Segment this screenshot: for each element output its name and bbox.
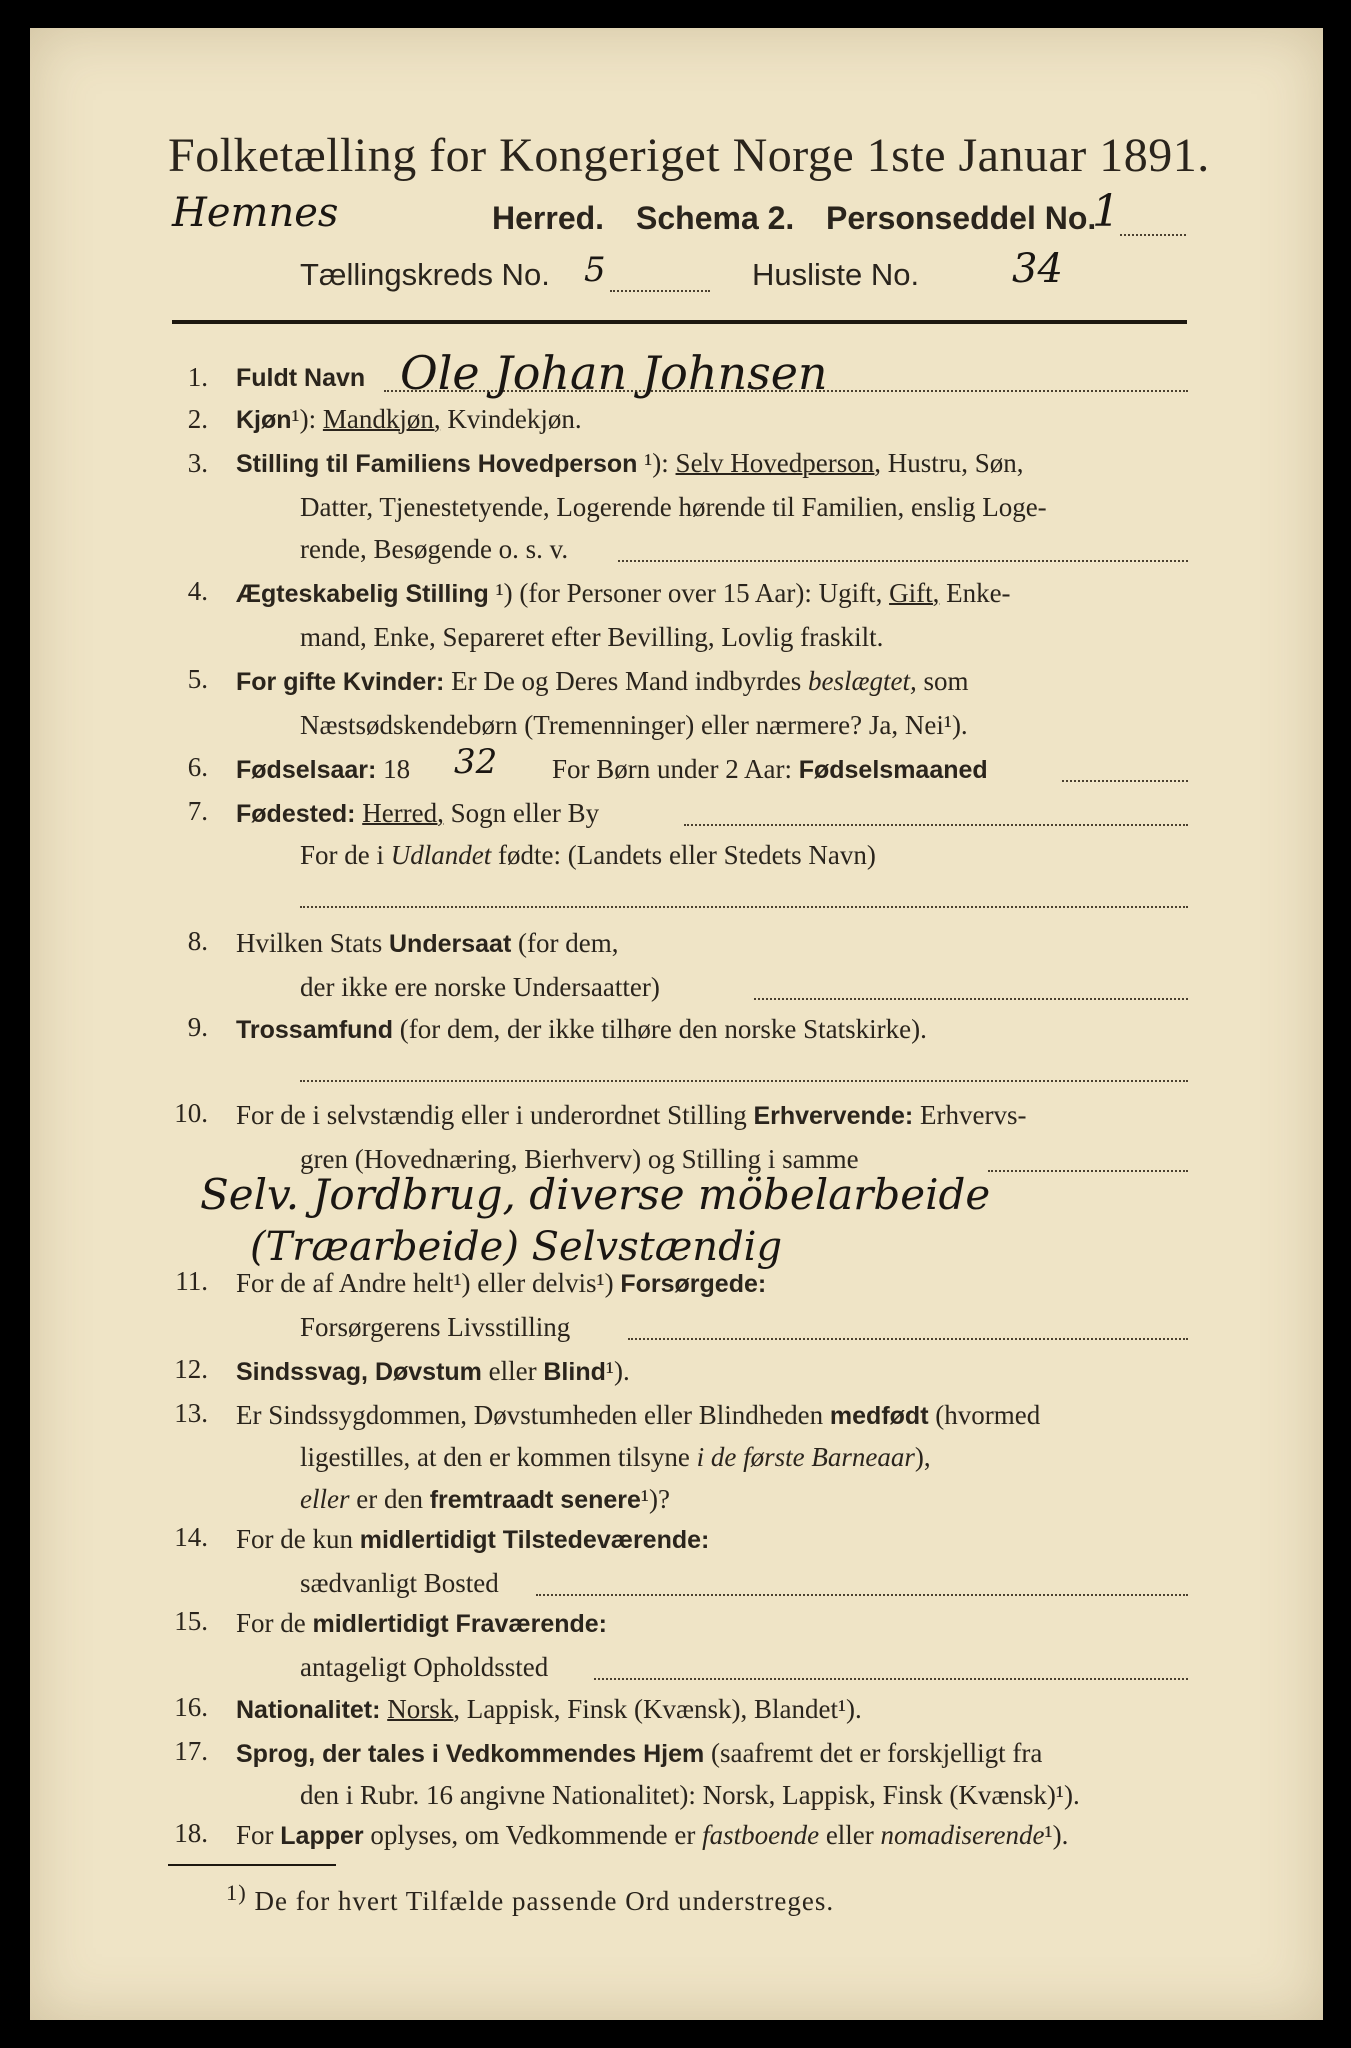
field-13-line-2: ligestilles, at den er kommen tilsyne i de første Barneaar),: [300, 1442, 931, 1472]
field-15-line-2: antageligt Opholdssted: [300, 1652, 549, 1682]
field-13: Er Sindssygdommen, Døvstumheden eller Blindheden medfødt (hvormed: [236, 1400, 1041, 1430]
row-number: 9.: [187, 1012, 208, 1042]
marital-selected: Gift,: [889, 578, 940, 608]
field-10-dots: [988, 1170, 1188, 1172]
row-number: 1.: [187, 362, 208, 392]
form-title: Folketælling for Kongeriget Norge 1ste Januar 1891.: [168, 129, 1210, 182]
field-11-dots: [628, 1338, 1188, 1340]
field-10: For de i selvstændig eller i underordnet Stilling Erhvervende: Erhvervs-: [236, 1100, 1027, 1130]
row-number: 18.: [174, 1818, 208, 1848]
field-9-dots: [300, 1080, 1188, 1082]
herred-label: Herred.: [492, 200, 605, 236]
kreds-dots: [610, 290, 710, 292]
row-number: 11.: [175, 1266, 208, 1296]
row-number: 6.: [187, 752, 208, 782]
occupation-handwritten-1: Selv. Jordbrug, diverse möbelarbeide: [200, 1170, 991, 1219]
field-5: For gifte Kvinder: Er De og Deres Mand indbyrdes beslægtet, som: [236, 666, 969, 696]
field-18: For Lapper oplyses, om Vedkommende er fastboende eller nomadiserende¹).: [236, 1820, 1069, 1850]
field-3: Stilling til Familiens Hovedperson ¹): Selv Hovedperson, Hustru, Søn,: [236, 448, 1024, 478]
field-8: Hvilken Stats Undersaat (for dem,: [236, 928, 619, 958]
field-16: Nationalitet: Norsk, Lappisk, Finsk (Kvænsk), Blandet¹).: [236, 1694, 862, 1724]
name-handwritten: Ole Johan Johnsen: [400, 346, 828, 400]
personseddel-dots: [1120, 234, 1186, 236]
field-7: Fødested: Herred, Sogn eller By: [236, 798, 600, 828]
birthplace-selected: Herred,: [362, 798, 444, 828]
field-6-dots: [1062, 780, 1188, 782]
row-number: 7.: [187, 796, 208, 826]
field-6: Fødselsaar: 18: [236, 754, 411, 784]
husliste-handwritten: 34: [1012, 246, 1063, 292]
row-number: 8.: [187, 926, 208, 956]
field-2: Kjøn¹): Mandkjøn, Kvindekjøn.: [236, 404, 582, 434]
row-number: 15.: [174, 1606, 208, 1636]
husliste-label: Husliste No.: [752, 257, 920, 292]
row-number: 2.: [187, 404, 208, 434]
footnote: $^{1)}$ De for hvert Tilfælde passende Ord understreges.: [226, 1880, 835, 1916]
nationality-selected: Norsk,: [387, 1694, 460, 1724]
row-number: 12.: [174, 1354, 208, 1384]
herred-handwritten: Hemnes: [172, 190, 339, 236]
field-14-line-2: sædvanligt Bosted: [300, 1568, 499, 1598]
field-3-line-3: rende, Besøgende o. s. v.: [300, 534, 569, 564]
field-3-line-2: Datter, Tjenestetyende, Logerende hørende til Familien, enslig Loge-: [300, 492, 1047, 522]
field-12: Sindssvag, Døvstum eller Blind¹).: [236, 1356, 630, 1386]
schema-label: Schema 2.: [636, 200, 795, 236]
field-6-infant: For Børn under 2 Aar: Fødselsmaaned: [552, 754, 988, 784]
footnote-rule: [168, 1864, 336, 1866]
row-number: 16.: [174, 1692, 208, 1722]
row-number: 13.: [174, 1398, 208, 1428]
field-15: For de midlertidigt Fraværende:: [236, 1608, 607, 1638]
field-3-dots: [618, 560, 1188, 562]
row-number: 5.: [187, 664, 208, 694]
header-rule: [172, 320, 1187, 324]
gender-selected: Mandkjøn,: [322, 404, 441, 434]
row-number: 10.: [174, 1098, 208, 1128]
field-11-line-2: Forsørgerens Livsstilling: [300, 1312, 571, 1342]
field-11: For de af Andre helt¹) eller delvis¹) Forsørgede:: [236, 1268, 767, 1298]
field-14-dots: [536, 1594, 1188, 1596]
row-number: 4.: [187, 576, 208, 606]
position-selected: Selv Hovedperson,: [675, 448, 882, 478]
field-7-dots-2: [300, 906, 1188, 908]
personseddel-label: Personseddel No.: [826, 200, 1097, 236]
row-number: 17.: [174, 1736, 208, 1766]
field-1: Fuldt Navn: [236, 364, 366, 392]
row-number: 3.: [187, 448, 208, 478]
field-13-line-3: eller er den fremtraadt senere¹)?: [300, 1484, 670, 1514]
birth-year-handwritten: 32: [454, 742, 498, 782]
field-10-line-2: gren (Hovednæring, Bierhverv) og Stilling i samme: [300, 1144, 859, 1174]
field-8-dots: [754, 998, 1188, 1000]
field-9: Trossamfund (for dem, der ikke tilhøre den norske Statskirke).: [236, 1014, 927, 1044]
occupation-handwritten-2: (Træarbeide) Selvstændig: [250, 1224, 783, 1270]
field-4-line-2: mand, Enke, Separeret efter Bevilling, Lovlig fraskilt.: [300, 622, 884, 652]
field-14: For de kun midlertidigt Tilstedeværende:: [236, 1524, 710, 1554]
personseddel-handwritten: 1: [1092, 186, 1120, 237]
kreds-handwritten: 5: [584, 250, 606, 290]
field-7-line-2: For de i Udlandet fødte: (Landets eller Stedets Navn): [300, 840, 876, 870]
field-7-dots: [684, 824, 1188, 826]
field-8-line-2: der ikke ere norske Undersaatter): [300, 972, 660, 1002]
row-number: 14.: [174, 1522, 208, 1552]
field-4: Ægteskabelig Stilling ¹) (for Personer over 15 Aar): Ugift, Gift, Enke-: [236, 578, 1011, 608]
field-17: Sprog, der tales i Vedkommendes Hjem (saafremt det er forskjelligt fra: [236, 1738, 1043, 1768]
field-15-dots: [594, 1678, 1188, 1680]
field-17-line-2: den i Rubr. 16 angivne Nationalitet): Norsk, Lappisk, Finsk (Kvænsk)¹).: [300, 1780, 1080, 1810]
kreds-label: Tællingskreds No.: [300, 257, 550, 292]
field-5-line-2: Næstsødskendebørn (Tremenninger) eller nærmere? Ja, Nei¹).: [300, 710, 968, 740]
